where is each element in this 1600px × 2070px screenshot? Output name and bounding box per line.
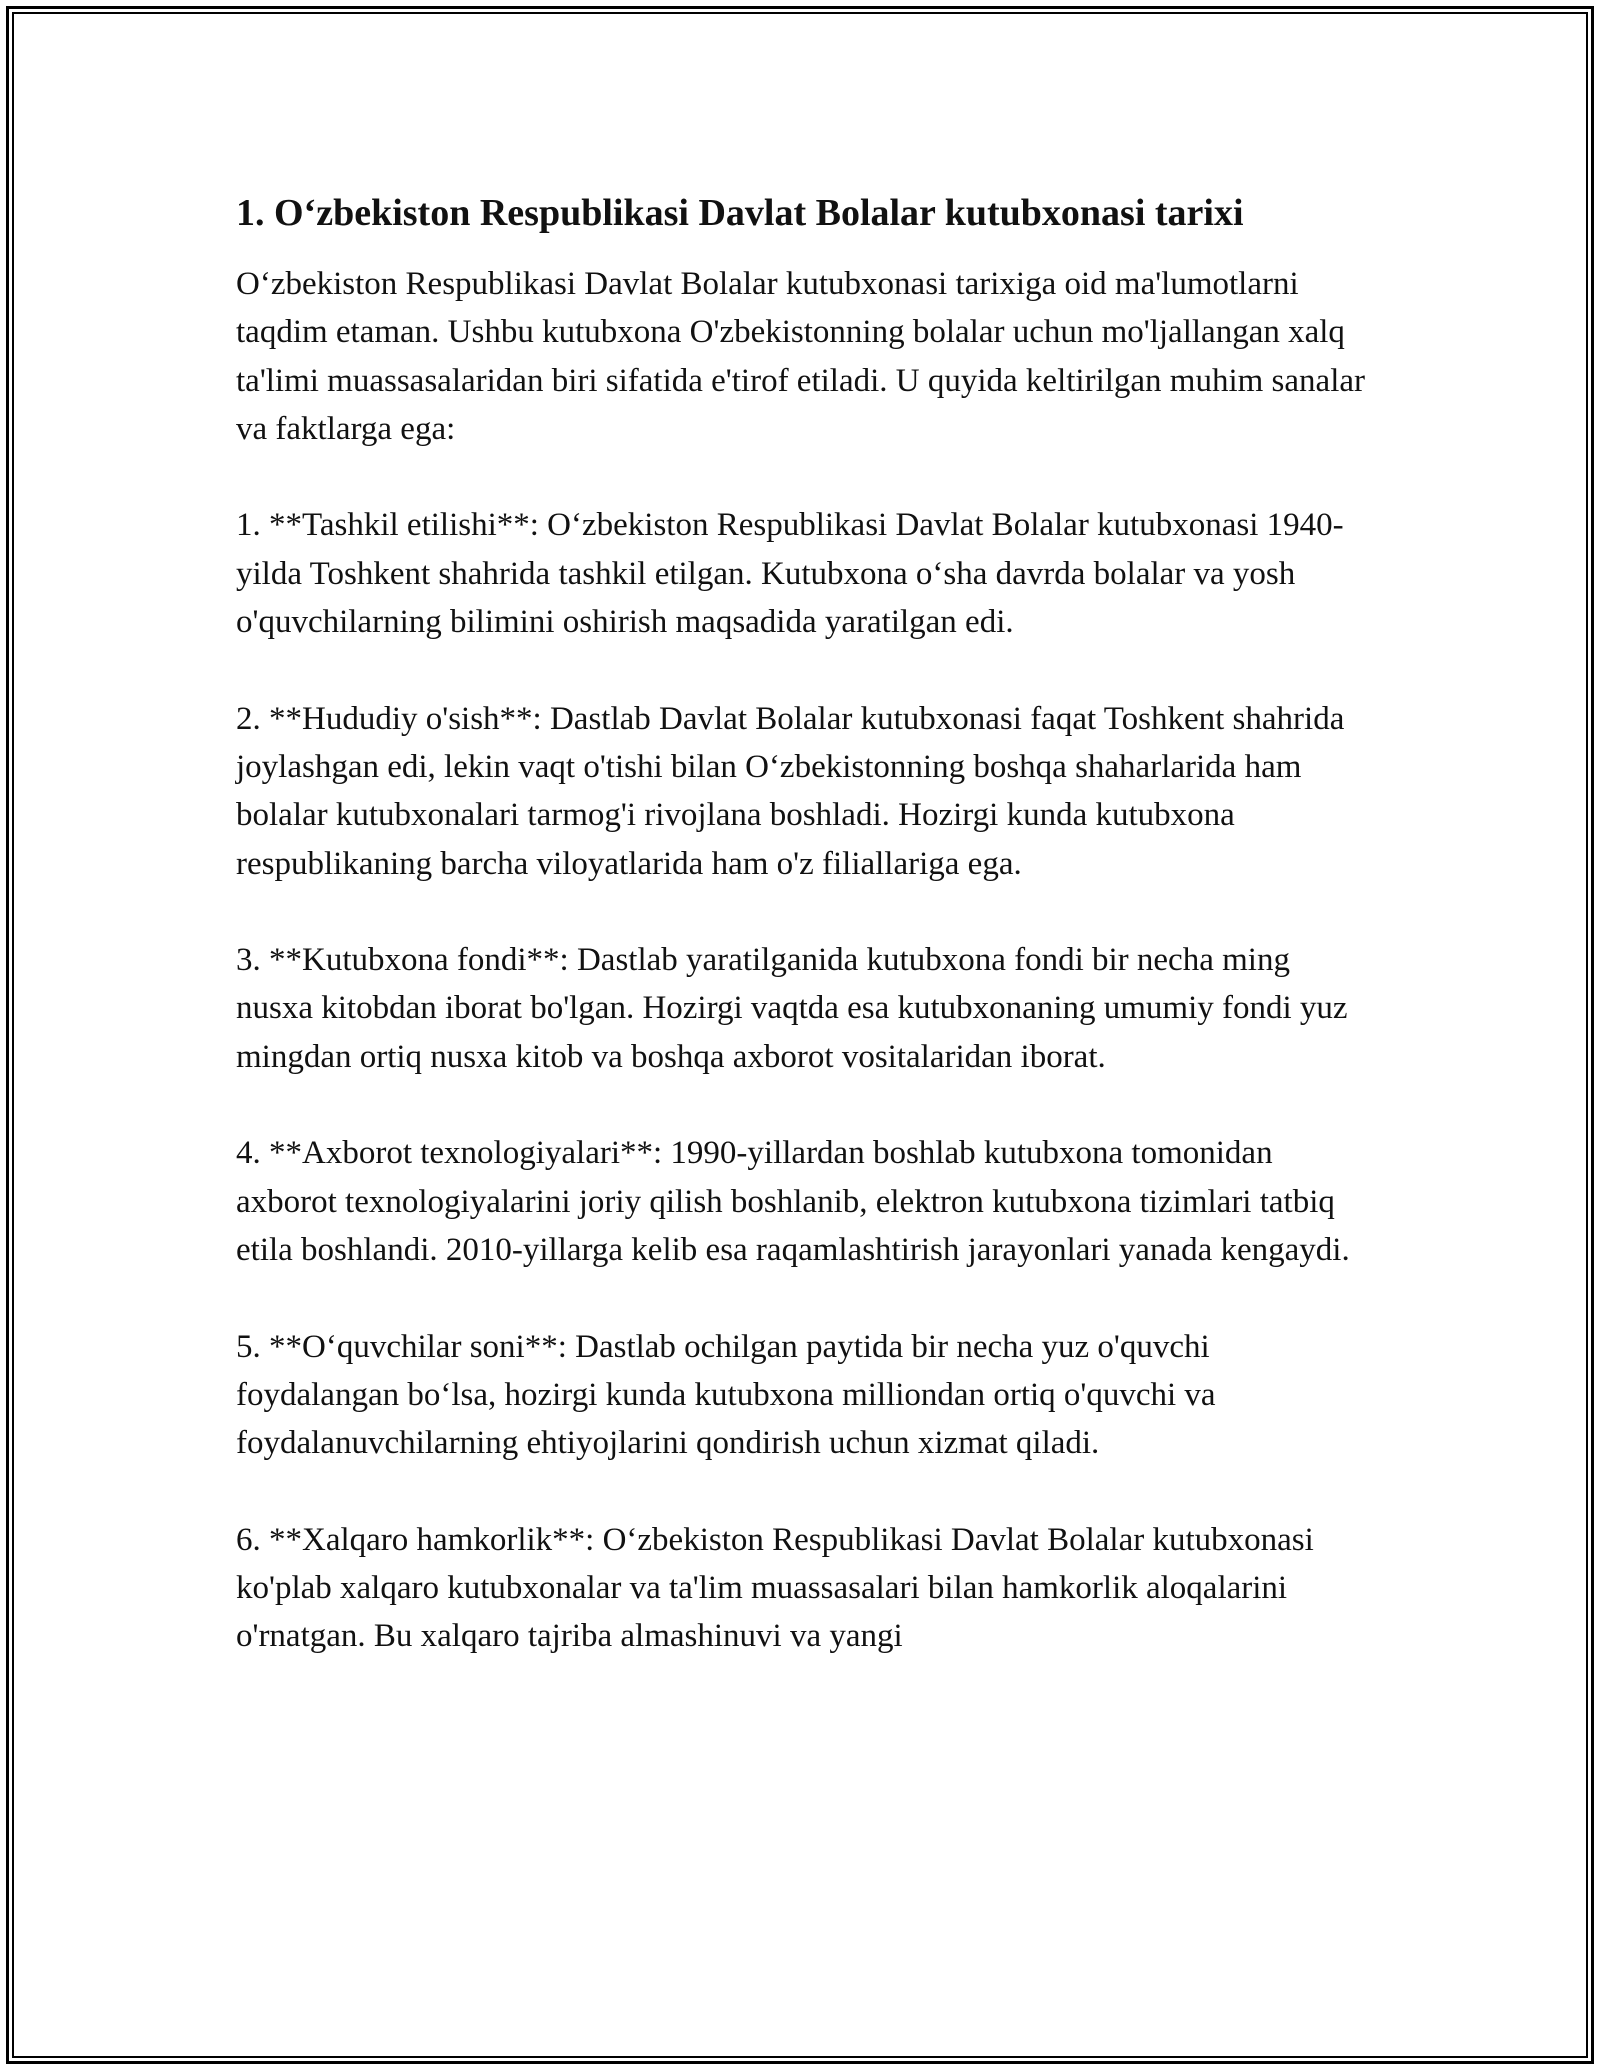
paragraph-axborot-texnologiyalari: 4. **Axborot texnologiyalari**: 1990-yillardan boshlab kutubxona tomonidan axborot texnologiyalarini joriy qilish boshlanib, elektron kutubxona tizimlari tatbiq etila boshlandi. 2010-yillarga kelib esa raqamlashtirish jarayonlari yanada kengaydi. bbox=[236, 1135, 1350, 1268]
document-body bbox=[236, 186, 1366, 1709]
paragraph-hududiy-osish: 2. **Hududiy o'sish**: Dastlab Davlat Bolalar kutubxonasi faqat Toshkent shahrida joylashgan edi, lekin vaqt o'tishi bilan O‘zbekistonning boshqa shaharlarida ham bolalar kutubxonalari tarmog'i rivojlana boshladi. Hozirgi kunda kutubxona respublikaning barcha viloyatlarida ham o'z filiallariga ega. bbox=[236, 700, 1345, 882]
paragraph-xalqaro-hamkorlik: 6. **Xalqaro hamkorlik**: O‘zbekiston Respublikasi Davlat Bolalar kutubxonasi ko'plab xalqaro kutubxonalar va ta'lim muassasalari bilan hamkorlik aloqalarini o'rnatgan. Bu xalqaro tajriba almashinuvi va yangi bbox=[236, 1521, 1314, 1655]
paragraph-tashkil-etilishi: 1. **Tashkil etilishi**: O‘zbekiston Respublikasi Davlat Bolalar kutubxonasi 1940-yilda Toshkent shahrida tashkil etilgan. Kutubxona o‘sha davrda bolalar va yosh o'quvchilarning bilimini oshirish maqsadida yaratilgan edi. bbox=[236, 507, 1344, 641]
paragraph-kutubxona-fondi: 3. **Kutubxona fondi**: Dastlab yaratilganida kutubxona fondi bir necha ming nusxa kitobdan iborat bo'lgan. Hozirgi vaqtda esa kutubxonaning umumiy fondi yuz mingdan ortiq nusxa kitob va boshqa axborot vositalaridan iborat. bbox=[236, 942, 1348, 1075]
document-title: 1. O‘zbekiston Respublikasi Davlat Bolalar kutubxonasi tarixi bbox=[236, 192, 1244, 234]
paragraph-oquvchilar-soni: 5. **O‘quvchilar soni**: Dastlab ochilgan paytida bir necha yuz o'quvchi foydalangan bo‘lsa, hozirgi kunda kutubxona milliondan ortiq o'quvchi va foydalanuvchilarning ehtiyojlarini qondirish uchun xizmat qiladi. bbox=[236, 1328, 1216, 1462]
intro-paragraph: O‘zbekiston Respublikasi Davlat Bolalar kutubxonasi tarixiga oid ma'lumotlarni taqdim etaman. Ushbu kutubxona O'zbekistonning bolalar uchun mo'ljallangan xalq ta'limi muassasalaridan biri sifatida e'tirof etiladi. U quyida keltirilgan muhim sanalar va faktlarga ega: bbox=[236, 266, 1365, 447]
